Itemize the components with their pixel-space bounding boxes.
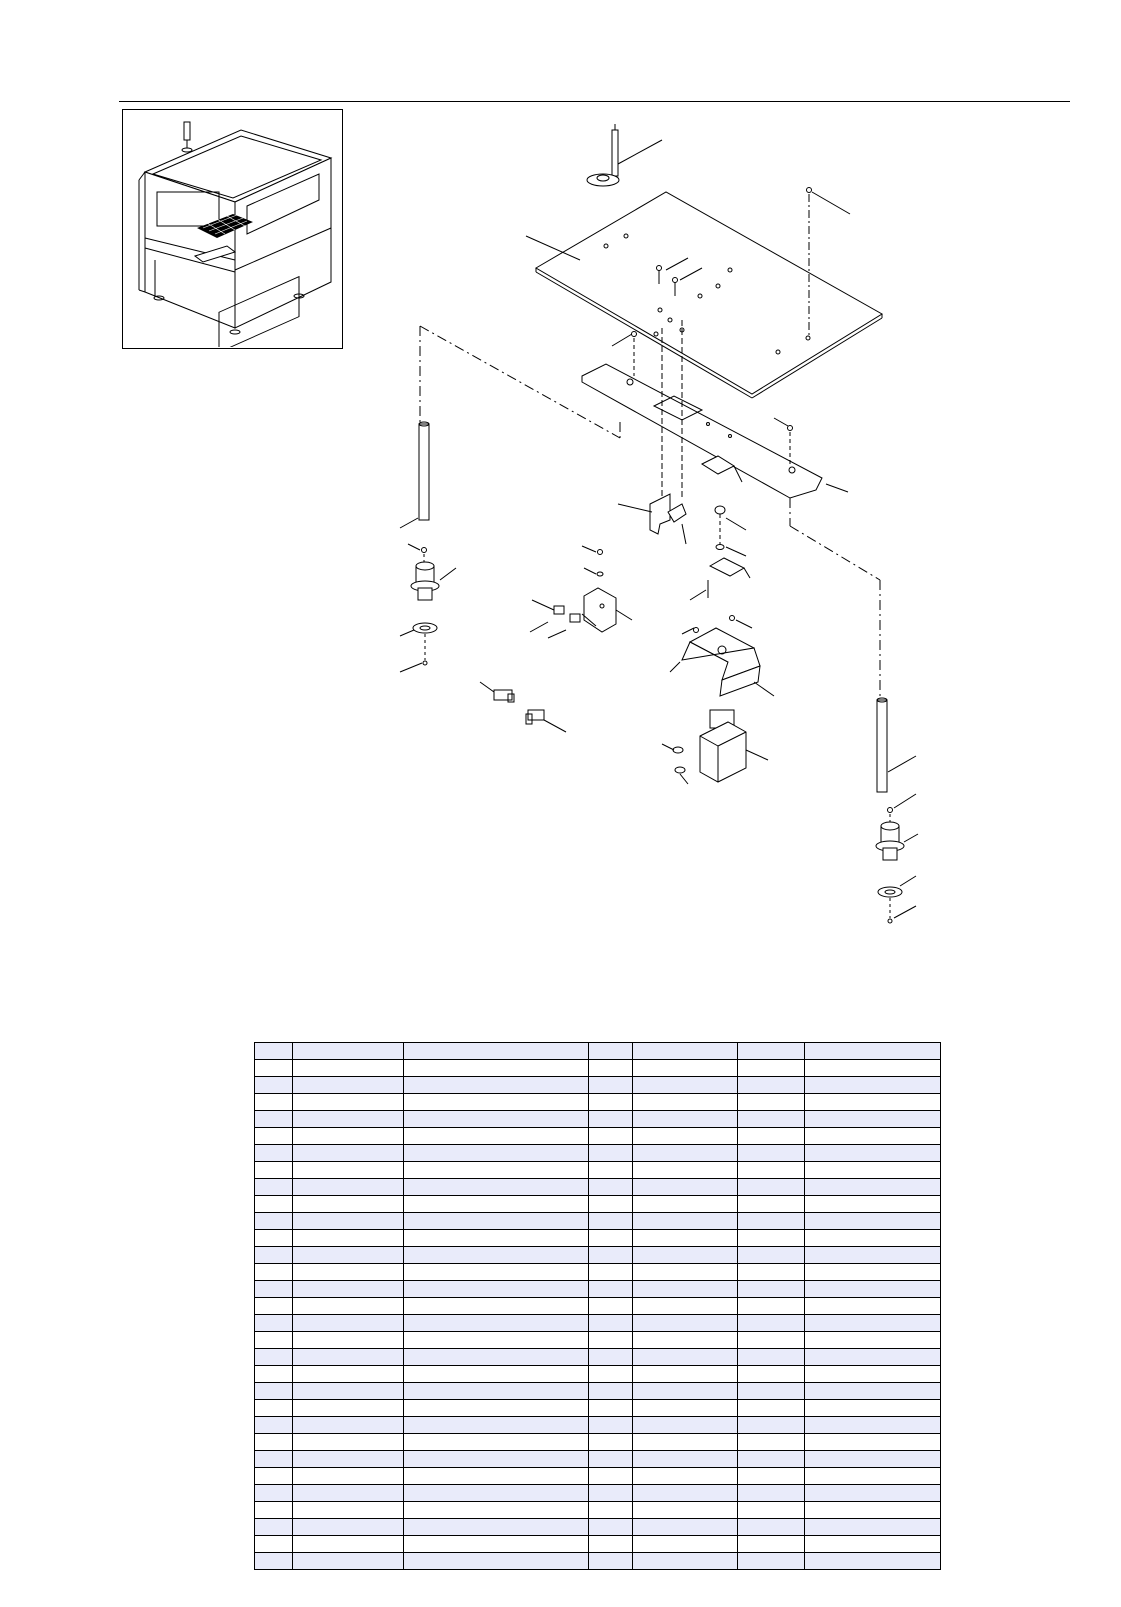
table-cell bbox=[633, 1128, 738, 1145]
table-cell bbox=[805, 1417, 941, 1434]
table-cell bbox=[633, 1332, 738, 1349]
table-cell bbox=[293, 1213, 404, 1230]
table-cell bbox=[805, 1536, 941, 1553]
table-cell bbox=[404, 1128, 589, 1145]
table-cell bbox=[633, 1213, 738, 1230]
table-cell bbox=[805, 1281, 941, 1298]
table-cell bbox=[293, 1417, 404, 1434]
table-cell bbox=[404, 1111, 589, 1128]
table-cell bbox=[404, 1315, 589, 1332]
table-cell bbox=[404, 1519, 589, 1536]
table-cell bbox=[293, 1264, 404, 1281]
table-row bbox=[255, 1519, 941, 1536]
table-row bbox=[255, 1111, 941, 1128]
table-header-cell bbox=[633, 1043, 738, 1060]
table-cell bbox=[738, 1332, 805, 1349]
table-cell bbox=[293, 1468, 404, 1485]
machine-locator-icon bbox=[123, 110, 341, 347]
table-cell bbox=[805, 1485, 941, 1502]
table-cell bbox=[805, 1247, 941, 1264]
table-cell bbox=[293, 1060, 404, 1077]
table-row bbox=[255, 1196, 941, 1213]
table-cell bbox=[633, 1230, 738, 1247]
table-cell bbox=[633, 1060, 738, 1077]
table-row bbox=[255, 1366, 941, 1383]
table-cell bbox=[589, 1417, 633, 1434]
table-row bbox=[255, 1536, 941, 1553]
table-cell bbox=[293, 1519, 404, 1536]
table-cell bbox=[404, 1417, 589, 1434]
table-row bbox=[255, 1434, 941, 1451]
table-cell bbox=[255, 1094, 293, 1111]
table-cell bbox=[589, 1383, 633, 1400]
table-row bbox=[255, 1162, 941, 1179]
table-cell bbox=[404, 1485, 589, 1502]
table-cell bbox=[589, 1434, 633, 1451]
table-cell bbox=[633, 1077, 738, 1094]
table-cell bbox=[805, 1213, 941, 1230]
table-cell bbox=[293, 1162, 404, 1179]
table-cell bbox=[589, 1502, 633, 1519]
table-cell bbox=[404, 1400, 589, 1417]
table-header-cell bbox=[589, 1043, 633, 1060]
table-cell bbox=[255, 1213, 293, 1230]
table-cell bbox=[404, 1281, 589, 1298]
table-cell bbox=[738, 1536, 805, 1553]
table-cell bbox=[293, 1094, 404, 1111]
table-row bbox=[255, 1230, 941, 1247]
table-cell bbox=[255, 1298, 293, 1315]
table-cell bbox=[404, 1162, 589, 1179]
table-cell bbox=[805, 1383, 941, 1400]
table-row bbox=[255, 1179, 941, 1196]
table-cell bbox=[633, 1315, 738, 1332]
table-cell bbox=[805, 1196, 941, 1213]
table-cell bbox=[255, 1468, 293, 1485]
table-cell bbox=[589, 1179, 633, 1196]
table-cell bbox=[738, 1145, 805, 1162]
table-cell bbox=[589, 1400, 633, 1417]
table-cell bbox=[255, 1434, 293, 1451]
table-row bbox=[255, 1468, 941, 1485]
table-cell bbox=[633, 1468, 738, 1485]
table-row bbox=[255, 1332, 941, 1349]
table-cell bbox=[404, 1094, 589, 1111]
table-row bbox=[255, 1383, 941, 1400]
table-cell bbox=[589, 1332, 633, 1349]
table-header-cell bbox=[805, 1043, 941, 1060]
table-cell bbox=[633, 1536, 738, 1553]
table-cell bbox=[738, 1315, 805, 1332]
table-cell bbox=[589, 1366, 633, 1383]
header-rule bbox=[119, 101, 1070, 102]
table-cell bbox=[255, 1128, 293, 1145]
parts-table-body bbox=[255, 1043, 941, 1570]
table-cell bbox=[404, 1366, 589, 1383]
table-cell bbox=[293, 1536, 404, 1553]
table-cell bbox=[293, 1434, 404, 1451]
table-cell bbox=[633, 1281, 738, 1298]
table-cell bbox=[255, 1196, 293, 1213]
table-cell bbox=[255, 1553, 293, 1570]
table-cell bbox=[589, 1247, 633, 1264]
table-cell bbox=[633, 1434, 738, 1451]
table-header-cell bbox=[738, 1043, 805, 1060]
table-cell bbox=[589, 1162, 633, 1179]
table-cell bbox=[404, 1247, 589, 1264]
table-cell bbox=[738, 1383, 805, 1400]
table-cell bbox=[293, 1485, 404, 1502]
table-cell bbox=[633, 1264, 738, 1281]
table-cell bbox=[404, 1213, 589, 1230]
table-cell bbox=[589, 1213, 633, 1230]
table-cell bbox=[255, 1145, 293, 1162]
table-cell bbox=[738, 1179, 805, 1196]
table-cell bbox=[633, 1553, 738, 1570]
table-row bbox=[255, 1400, 941, 1417]
table-cell bbox=[255, 1417, 293, 1434]
table-cell bbox=[293, 1247, 404, 1264]
table-cell bbox=[738, 1417, 805, 1434]
table-cell bbox=[255, 1264, 293, 1281]
table-cell bbox=[633, 1451, 738, 1468]
table-cell bbox=[738, 1468, 805, 1485]
table-cell bbox=[738, 1502, 805, 1519]
table-cell bbox=[404, 1145, 589, 1162]
table-cell bbox=[404, 1264, 589, 1281]
table-cell bbox=[255, 1281, 293, 1298]
table-cell bbox=[738, 1400, 805, 1417]
table-cell bbox=[738, 1519, 805, 1536]
table-cell bbox=[404, 1502, 589, 1519]
table-cell bbox=[805, 1298, 941, 1315]
table-cell bbox=[404, 1179, 589, 1196]
table-cell bbox=[633, 1179, 738, 1196]
table-cell bbox=[404, 1298, 589, 1315]
table-cell bbox=[255, 1332, 293, 1349]
table-cell bbox=[805, 1315, 941, 1332]
table-cell bbox=[589, 1094, 633, 1111]
table-row bbox=[255, 1077, 941, 1094]
table-cell bbox=[589, 1145, 633, 1162]
table-cell bbox=[738, 1094, 805, 1111]
table-cell bbox=[805, 1111, 941, 1128]
table-cell bbox=[738, 1434, 805, 1451]
table-row bbox=[255, 1349, 941, 1366]
table-cell bbox=[738, 1111, 805, 1128]
table-row bbox=[255, 1485, 941, 1502]
table-cell bbox=[255, 1247, 293, 1264]
table-cell bbox=[293, 1179, 404, 1196]
table-cell bbox=[589, 1060, 633, 1077]
table-cell bbox=[404, 1230, 589, 1247]
table-cell bbox=[738, 1281, 805, 1298]
table-cell bbox=[738, 1366, 805, 1383]
table-row bbox=[255, 1060, 941, 1077]
table-cell bbox=[633, 1400, 738, 1417]
table-row bbox=[255, 1264, 941, 1281]
table-cell bbox=[255, 1111, 293, 1128]
table-cell bbox=[255, 1077, 293, 1094]
table-cell bbox=[805, 1128, 941, 1145]
table-cell bbox=[293, 1145, 404, 1162]
exploded-assembly-figure bbox=[370, 120, 930, 950]
table-cell bbox=[738, 1485, 805, 1502]
table-row bbox=[255, 1553, 941, 1570]
table-cell bbox=[738, 1230, 805, 1247]
table-cell bbox=[805, 1179, 941, 1196]
table-cell bbox=[293, 1502, 404, 1519]
table-cell bbox=[738, 1553, 805, 1570]
table-cell bbox=[805, 1060, 941, 1077]
locator-figure bbox=[122, 109, 343, 349]
table-cell bbox=[255, 1179, 293, 1196]
table-cell bbox=[589, 1468, 633, 1485]
table-cell bbox=[255, 1349, 293, 1366]
table-cell bbox=[633, 1196, 738, 1213]
table-cell bbox=[738, 1451, 805, 1468]
table-cell bbox=[293, 1128, 404, 1145]
table-cell bbox=[589, 1519, 633, 1536]
table-row bbox=[255, 1128, 941, 1145]
table-cell bbox=[738, 1349, 805, 1366]
table-cell bbox=[738, 1298, 805, 1315]
table-row bbox=[255, 1315, 941, 1332]
table-cell bbox=[404, 1349, 589, 1366]
table-cell bbox=[404, 1434, 589, 1451]
table-cell bbox=[633, 1162, 738, 1179]
table-row bbox=[255, 1298, 941, 1315]
table-cell bbox=[805, 1468, 941, 1485]
table-cell bbox=[633, 1502, 738, 1519]
table-cell bbox=[293, 1451, 404, 1468]
table-cell bbox=[589, 1536, 633, 1553]
exploded-assembly-icon bbox=[370, 120, 930, 950]
table-cell bbox=[633, 1519, 738, 1536]
table-cell bbox=[404, 1077, 589, 1094]
table-row bbox=[255, 1417, 941, 1434]
table-cell bbox=[293, 1349, 404, 1366]
table-cell bbox=[738, 1196, 805, 1213]
table-cell bbox=[805, 1366, 941, 1383]
table-cell bbox=[255, 1366, 293, 1383]
table-cell bbox=[589, 1281, 633, 1298]
table-cell bbox=[293, 1281, 404, 1298]
table-cell bbox=[255, 1400, 293, 1417]
table-cell bbox=[293, 1230, 404, 1247]
table-cell bbox=[589, 1196, 633, 1213]
table-header-cell bbox=[293, 1043, 404, 1060]
table-cell bbox=[805, 1162, 941, 1179]
table-row bbox=[255, 1213, 941, 1230]
table-cell bbox=[255, 1383, 293, 1400]
table-cell bbox=[805, 1434, 941, 1451]
table-cell bbox=[805, 1332, 941, 1349]
table-cell bbox=[404, 1196, 589, 1213]
table-cell bbox=[404, 1468, 589, 1485]
table-cell bbox=[633, 1298, 738, 1315]
table-header-row bbox=[255, 1043, 941, 1060]
table-cell bbox=[805, 1519, 941, 1536]
table-cell bbox=[293, 1332, 404, 1349]
table-cell bbox=[255, 1451, 293, 1468]
table-cell bbox=[589, 1230, 633, 1247]
table-cell bbox=[255, 1519, 293, 1536]
table-cell bbox=[633, 1349, 738, 1366]
table-header-cell bbox=[255, 1043, 293, 1060]
table-row bbox=[255, 1247, 941, 1264]
table-cell bbox=[404, 1553, 589, 1570]
table-cell bbox=[255, 1315, 293, 1332]
table-cell bbox=[738, 1077, 805, 1094]
table-cell bbox=[255, 1502, 293, 1519]
table-cell bbox=[293, 1111, 404, 1128]
table-cell bbox=[738, 1162, 805, 1179]
table-cell bbox=[805, 1264, 941, 1281]
table-row bbox=[255, 1451, 941, 1468]
table-cell bbox=[738, 1213, 805, 1230]
table-cell bbox=[805, 1077, 941, 1094]
table-cell bbox=[293, 1298, 404, 1315]
table-cell bbox=[293, 1366, 404, 1383]
table-cell bbox=[738, 1128, 805, 1145]
table-cell bbox=[255, 1162, 293, 1179]
table-cell bbox=[633, 1145, 738, 1162]
table-header-cell bbox=[404, 1043, 589, 1060]
table-cell bbox=[293, 1196, 404, 1213]
table-cell bbox=[589, 1298, 633, 1315]
table-cell bbox=[805, 1094, 941, 1111]
table-row bbox=[255, 1145, 941, 1162]
table-cell bbox=[738, 1264, 805, 1281]
table-cell bbox=[633, 1417, 738, 1434]
table-cell bbox=[633, 1247, 738, 1264]
table-cell bbox=[404, 1383, 589, 1400]
parts-table bbox=[254, 1042, 941, 1570]
table-cell bbox=[589, 1451, 633, 1468]
table-cell bbox=[589, 1128, 633, 1145]
table-cell bbox=[255, 1230, 293, 1247]
table-row bbox=[255, 1094, 941, 1111]
table-cell bbox=[589, 1349, 633, 1366]
table-cell bbox=[589, 1111, 633, 1128]
table-cell bbox=[805, 1502, 941, 1519]
table-cell bbox=[589, 1553, 633, 1570]
table-row bbox=[255, 1502, 941, 1519]
table-cell bbox=[404, 1060, 589, 1077]
table-cell bbox=[633, 1366, 738, 1383]
table-cell bbox=[805, 1230, 941, 1247]
table-cell bbox=[633, 1485, 738, 1502]
table-cell bbox=[738, 1247, 805, 1264]
table-cell bbox=[293, 1400, 404, 1417]
table-cell bbox=[404, 1451, 589, 1468]
table-cell bbox=[404, 1332, 589, 1349]
table-cell bbox=[805, 1451, 941, 1468]
table-cell bbox=[293, 1077, 404, 1094]
table-cell bbox=[805, 1145, 941, 1162]
table-cell bbox=[738, 1060, 805, 1077]
table-cell bbox=[255, 1485, 293, 1502]
table-cell bbox=[589, 1315, 633, 1332]
table-cell bbox=[805, 1400, 941, 1417]
table-cell bbox=[255, 1060, 293, 1077]
table-row bbox=[255, 1281, 941, 1298]
table-cell bbox=[633, 1383, 738, 1400]
table-cell bbox=[293, 1553, 404, 1570]
table-cell bbox=[633, 1111, 738, 1128]
table-cell bbox=[589, 1264, 633, 1281]
table-cell bbox=[589, 1077, 633, 1094]
table-cell bbox=[404, 1536, 589, 1553]
table-cell bbox=[255, 1536, 293, 1553]
table-cell bbox=[589, 1485, 633, 1502]
table-cell bbox=[633, 1094, 738, 1111]
table-cell bbox=[805, 1349, 941, 1366]
table-cell bbox=[293, 1315, 404, 1332]
table-cell bbox=[805, 1553, 941, 1570]
table-cell bbox=[293, 1383, 404, 1400]
